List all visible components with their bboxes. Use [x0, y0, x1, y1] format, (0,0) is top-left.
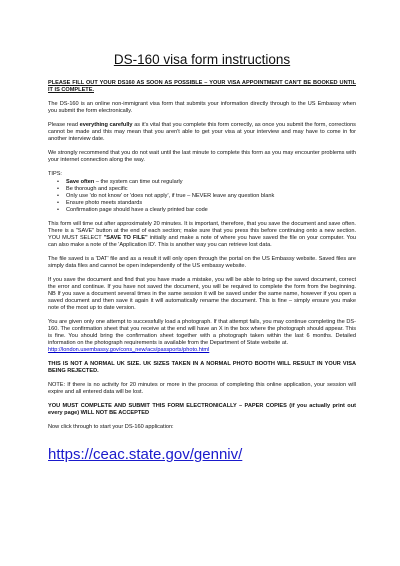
photo-paragraph — [48, 319, 356, 354]
careful-paragraph — [48, 122, 356, 143]
booking-warning: PLEASE FILL OUT YOUR DS160 AS SOON AS POSSIBLE – YOUR VISA APPOINTMENT CAN'T BE BOOKED UNTIL IT IS COMPLETE. — [48, 80, 356, 93]
tips-list-item — [66, 207, 356, 214]
photo-size-warning: THIS IS NOT A NORMAL UK SIZE. UK SIZES TAKEN IN A NORMAL PHOTO BOOTH WILL RESULT IN YOUR VISA BEING REJECTED. — [48, 361, 356, 374]
mistake-paragraph: If you save the document and find that you have made a mistake, you will be able to bring up the saved document, correct the error and continue. If you have not saved the document, you will be required to complete the form from the beginning. NB If you save a document several times in the same session it will be saved under the same name, however if you open a saved document and then save it again it will automatically rename the document. This is fine – simply ensure you make note of the most up to date version. — [48, 277, 356, 311]
careful-text-after: as it's vital that you complete this form correctly, as once you submit the form, corrections cannot be made and this may mean that you aren't able to get your visa at your interview and may have to come in for another interview date. — [48, 122, 356, 142]
tips-list-item — [66, 179, 356, 186]
tips-list-item — [66, 193, 356, 200]
careful-emphasis: everything carefully — [79, 122, 133, 128]
intro-paragraph: The DS-160 is an online non-immigrant visa form that submits your information directly through to the US Embassy when you submit the form electronically. — [48, 101, 356, 114]
page-title: DS-160 visa form instructions — [113, 52, 291, 67]
recommend-paragraph: We strongly recommend that you do not wait until the last minute to complete this form as you may encounter problems with your internet connection along the way. — [48, 150, 356, 163]
tip-emphasis: Save often — [66, 179, 95, 185]
tips-list-item — [66, 200, 356, 207]
save-to-file-emphasis: "SAVE TO FILE" — [103, 235, 148, 241]
timeout-paragraph — [48, 221, 356, 249]
tip-text: Confirmation page should have a clearly printed bar code — [66, 207, 208, 213]
timeout-text-after: initially and make a note of where you have saved the file on your computer. You can also make a note of the 'Application ID'. This is another way you can retrieve lost data. — [48, 235, 356, 248]
dat-file-paragraph: The file saved is a 'DAT' file and as a result it will only open through the portal on the US Embassy website. Saved files are simply data files and cannot be open independently of the US embassy website. — [48, 256, 356, 269]
click-through-text: Now click through to start your DS-160 application: — [48, 424, 174, 430]
tips-heading: TIPS: — [48, 171, 62, 177]
photo-requirements-link[interactable]: http://london.usembassy.gov/cons_new/acs/passports/photo.html — [48, 347, 210, 353]
session-expiry-note: NOTE: If there is no activity for 20 minutes or more in the process of completing this online application, your session will expire and all entered data will be lost. — [48, 382, 356, 395]
tip-text: Only use 'do not know' or 'does not apply', if true – NEVER leave any question blank — [66, 193, 275, 199]
document-page — [48, 52, 356, 464]
electronic-submit-warning: YOU MUST COMPLETE AND SUBMIT THIS FORM ELECTRONICALLY – PAPER COPIES (if you actually print out every page) WILL NOT BE ACCEPTED — [48, 403, 356, 416]
tips-list-item — [66, 186, 356, 193]
timeout-text-before: This form will time out after approximately 20 minutes. It is important, therefore, that you save the document and save often. There is a "SAVE" button at the end of each section; make sure that you press this before continuing onto a new section. YOU MUST SELECT — [48, 221, 356, 241]
tip-text: Be thorough and specific — [66, 186, 128, 192]
ds160-application-link[interactable]: https://ceac.state.gov/genniv/ — [48, 446, 243, 463]
tip-text: Ensure photo meets standards — [66, 200, 143, 206]
tips-list — [48, 179, 356, 214]
careful-text-before: Please read — [48, 122, 80, 128]
photo-text: You are given only one attempt to successfully load a photograph. If that attempt fails, you may continue completing the DS-160. The confirmation sheet that you receive at the end will have an X in the box where the photograph should appear. This is fine. You should bring the confirmation sheet together with a photograph taken within the last 6 months. Detailed information on the photograph requirements is available from the Department of State website at. — [48, 319, 356, 346]
tip-text: – the system can time out regularly — [94, 179, 183, 185]
